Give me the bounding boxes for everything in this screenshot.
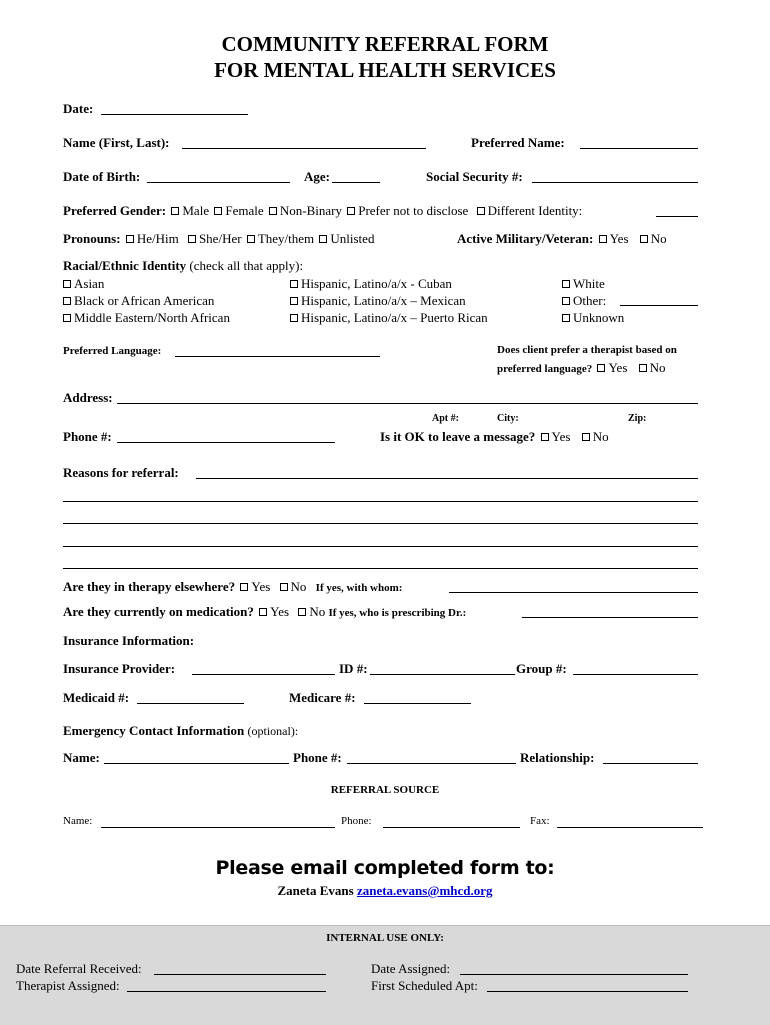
other-ethnicity-field[interactable]: [620, 305, 698, 306]
source-fax-field[interactable]: [557, 827, 703, 828]
reasons-line[interactable]: [196, 478, 698, 479]
therapy-no-checkbox[interactable]: [280, 583, 288, 591]
pronouns-label: Pronouns:: [63, 231, 121, 246]
ethnicity-checkbox[interactable]: [63, 314, 71, 322]
first-apt-field[interactable]: [487, 991, 688, 992]
ethnicity-option: Hispanic, Latino/a/x – Mexican: [301, 293, 466, 308]
insurance-group-field[interactable]: [573, 674, 698, 675]
date-received-field[interactable]: [154, 974, 326, 975]
ethnicity-col1: [63, 275, 230, 326]
ethnicity-checkbox[interactable]: [562, 297, 570, 305]
date-assigned-label: Date Assigned:: [371, 961, 451, 976]
ssn-field[interactable]: [532, 182, 698, 183]
date-label: Date:: [63, 101, 94, 116]
form-title-line2: FOR MENTAL HEALTH SERVICES: [214, 58, 556, 82]
ethnicity-option: Asian: [74, 276, 105, 291]
reasons-line[interactable]: [63, 568, 698, 569]
name-field[interactable]: [182, 148, 426, 149]
ethnicity-col2: [290, 275, 488, 326]
medicaid-label: Medicaid #:: [63, 690, 130, 705]
dob-label: Date of Birth:: [63, 169, 141, 184]
insurance-provider-label: Insurance Provider:: [63, 661, 176, 676]
ethnicity-option: White: [573, 276, 605, 291]
ethnicity-col3: [562, 275, 624, 326]
emergency-relationship-label: Relationship:: [520, 750, 595, 765]
first-apt-label: First Scheduled Apt:: [371, 978, 478, 993]
emergency-phone-field[interactable]: [347, 763, 516, 764]
gender-row: [63, 203, 582, 219]
pronoun-theythem-checkbox[interactable]: [247, 235, 255, 243]
source-name-label: Name:: [63, 815, 93, 827]
email-heading: Please email completed form to:: [215, 857, 555, 879]
medication-no-checkbox[interactable]: [298, 608, 306, 616]
insurance-group-label: Group #:: [516, 661, 567, 676]
gender-female-checkbox[interactable]: [214, 207, 222, 215]
medicare-label: Medicare #:: [289, 690, 356, 705]
ethnicity-checkbox[interactable]: [290, 297, 298, 305]
therapist-assigned-label: Therapist Assigned:: [16, 978, 120, 993]
language-question-text: preferred language?: [497, 363, 593, 375]
language-question-line1: Does client prefer a therapist based on: [497, 344, 677, 356]
therapist-assigned-field[interactable]: [127, 991, 326, 992]
gender-prefer-not-checkbox[interactable]: [347, 207, 355, 215]
phone-field[interactable]: [117, 442, 335, 443]
language-question-line2: [497, 360, 666, 376]
emergency-heading: [63, 723, 298, 739]
pronoun-sheher-checkbox[interactable]: [188, 235, 196, 243]
source-phone-field[interactable]: [383, 827, 520, 828]
therapy-question: Are they in therapy elsewhere?: [63, 579, 236, 594]
pronoun-option: They/them: [257, 231, 315, 246]
military-yes-label: Yes: [609, 231, 629, 246]
ethnicity-checkbox[interactable]: [562, 314, 570, 322]
emergency-name-field[interactable]: [104, 763, 289, 764]
language-yes-checkbox[interactable]: [597, 364, 605, 372]
age-field[interactable]: [332, 182, 380, 183]
date-field[interactable]: [101, 114, 248, 115]
medication-prescriber-label: If yes, who is prescribing Dr.:: [328, 607, 467, 619]
pronoun-option: Unlisted: [330, 231, 375, 246]
address-field[interactable]: [117, 403, 698, 404]
military-row: [457, 231, 667, 247]
emergency-optional: (optional):: [247, 724, 299, 738]
message-row: [380, 429, 609, 445]
age-label: Age:: [304, 169, 330, 184]
insurance-provider-field[interactable]: [192, 674, 335, 675]
prescriber-field[interactable]: [522, 617, 698, 618]
gender-male-checkbox[interactable]: [171, 207, 179, 215]
email-contact: [0, 883, 770, 899]
therapy-row: [63, 579, 402, 595]
apt-label: Apt #:: [432, 413, 459, 424]
medicaid-field[interactable]: [137, 703, 244, 704]
email-link[interactable]: zaneta.evans@mhcd.org: [356, 883, 493, 898]
gender-option: Female: [225, 203, 264, 218]
contact-name: Zaneta Evans: [277, 883, 354, 898]
pronoun-option: He/Him: [136, 231, 179, 246]
ethnicity-option: Hispanic, Latino/a/x - Cuban: [301, 276, 452, 291]
reasons-line[interactable]: [63, 523, 698, 524]
ethnicity-checkbox[interactable]: [290, 280, 298, 288]
name-label: Name (First, Last):: [63, 135, 170, 150]
therapy-whom-field[interactable]: [449, 592, 698, 593]
preferred-name-label: Preferred Name:: [471, 135, 565, 150]
source-name-field[interactable]: [101, 827, 335, 828]
gender-option: Male: [182, 203, 210, 218]
medication-yes-checkbox[interactable]: [259, 608, 267, 616]
pronouns-row: [63, 231, 374, 247]
ethnicity-option: Hispanic, Latino/a/x – Puerto Rican: [301, 310, 488, 325]
date-assigned-field[interactable]: [460, 974, 688, 975]
message-no-label: No: [592, 429, 609, 444]
medicare-field[interactable]: [364, 703, 471, 704]
medication-no-label: No: [309, 604, 326, 619]
ethnicity-label: Racial/Ethnic Identity: [63, 258, 187, 273]
emergency-relationship-field[interactable]: [603, 763, 698, 764]
zip-label: Zip:: [628, 413, 647, 424]
insurance-id-label: ID #:: [339, 661, 368, 676]
therapy-yes-checkbox[interactable]: [240, 583, 248, 591]
form-title-line1: COMMUNITY REFERRAL FORM: [221, 32, 549, 56]
reasons-line[interactable]: [63, 501, 698, 502]
reasons-line[interactable]: [63, 546, 698, 547]
therapy-no-label: No: [290, 579, 307, 594]
source-phone-label: Phone:: [341, 815, 372, 827]
ethnicity-hint: (check all that apply):: [189, 258, 304, 273]
address-label: Address:: [63, 390, 113, 405]
military-label: Active Military/Veteran:: [457, 231, 594, 246]
therapy-yes-label: Yes: [251, 579, 271, 594]
language-yes-label: Yes: [608, 360, 628, 375]
message-yes-checkbox[interactable]: [541, 433, 549, 441]
gender-different-checkbox[interactable]: [477, 207, 485, 215]
preferred-name-field[interactable]: [580, 148, 698, 149]
different-identity-field[interactable]: [656, 216, 698, 217]
gender-label: Preferred Gender:: [63, 203, 167, 218]
military-no-label: No: [650, 231, 667, 246]
language-label: Preferred Language:: [63, 345, 162, 357]
date-received-label: Date Referral Received:: [16, 961, 142, 976]
emergency-phone-label: Phone #:: [293, 750, 342, 765]
city-label: City:: [497, 413, 519, 424]
pronoun-option: She/Her: [198, 231, 242, 246]
emergency-heading-text: Emergency Contact Information: [63, 723, 245, 738]
reasons-label: Reasons for referral:: [63, 465, 179, 480]
source-fax-label: Fax:: [530, 815, 550, 827]
insurance-id-field[interactable]: [370, 674, 515, 675]
gender-option: Prefer not to disclose: [358, 203, 469, 218]
language-no-label: No: [649, 360, 666, 375]
ethnicity-checkbox[interactable]: [562, 280, 570, 288]
language-no-checkbox[interactable]: [639, 364, 647, 372]
gender-option: Non-Binary: [279, 203, 342, 218]
ethnicity-heading: [63, 258, 303, 274]
ethnicity-option: Other:: [573, 293, 607, 308]
ssn-label: Social Security #:: [426, 169, 523, 184]
referral-source-heading: REFERRAL SOURCE: [330, 784, 440, 796]
medication-row: [63, 604, 466, 620]
message-no-checkbox[interactable]: [582, 433, 590, 441]
military-no-checkbox[interactable]: [640, 235, 648, 243]
emergency-name-label: Name:: [63, 750, 100, 765]
therapy-whom-label: If yes, with whom:: [315, 582, 403, 594]
language-field[interactable]: [175, 356, 380, 357]
message-yes-label: Yes: [551, 429, 571, 444]
ethnicity-checkbox[interactable]: [63, 297, 71, 305]
medication-yes-label: Yes: [270, 604, 290, 619]
phone-label: Phone #:: [63, 429, 112, 444]
ethnicity-option: Middle Eastern/North African: [74, 310, 230, 325]
insurance-heading: Insurance Information:: [63, 633, 195, 648]
dob-field[interactable]: [147, 182, 290, 183]
internal-use-section: [0, 925, 770, 1025]
gender-option: Different Identity:: [487, 203, 583, 218]
pronoun-hehim-checkbox[interactable]: [126, 235, 134, 243]
ethnicity-checkbox[interactable]: [290, 314, 298, 322]
ethnicity-option: Black or African American: [74, 293, 215, 308]
internal-heading: INTERNAL USE ONLY:: [326, 932, 444, 944]
pronoun-unlisted-checkbox[interactable]: [319, 235, 327, 243]
gender-nonbinary-checkbox[interactable]: [269, 207, 277, 215]
military-yes-checkbox[interactable]: [599, 235, 607, 243]
medication-question: Are they currently on medication?: [63, 604, 254, 619]
ethnicity-option: Unknown: [573, 310, 625, 325]
message-question: Is it OK to leave a message?: [380, 429, 536, 444]
ethnicity-checkbox[interactable]: [63, 280, 71, 288]
